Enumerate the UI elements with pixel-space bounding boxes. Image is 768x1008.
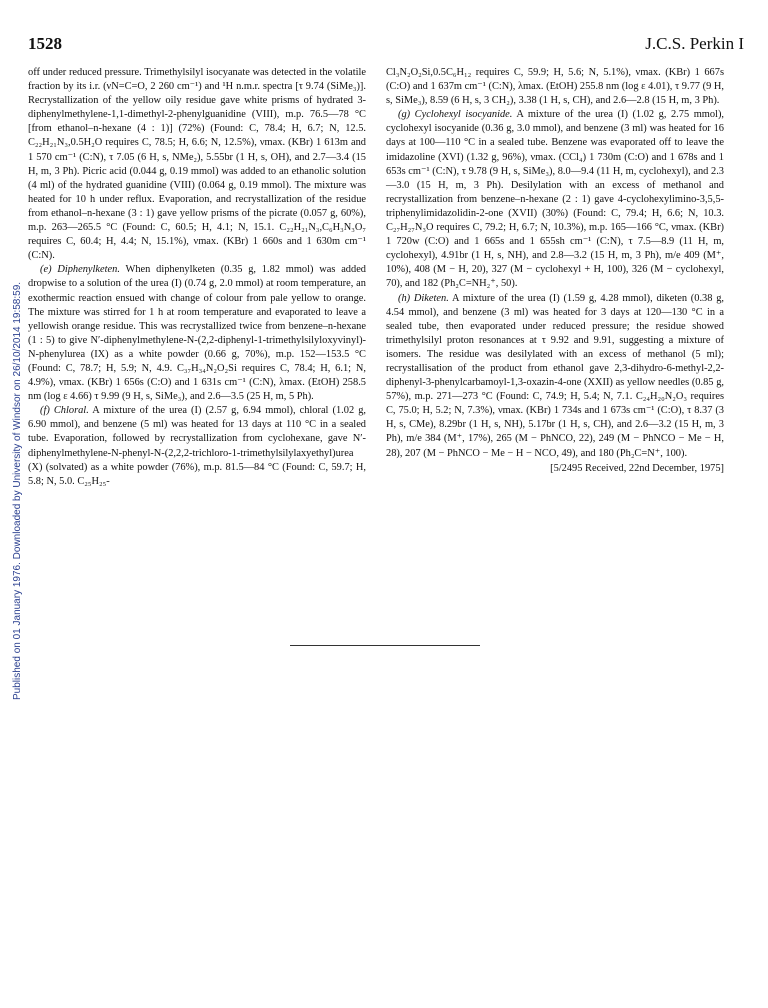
subheading-diketen: (h) Diketen.	[398, 292, 449, 304]
paragraph-chloral	[28, 404, 366, 489]
paragraph-cyclohexyl-isocyanide-body: A mixture of the urea (I) (1.02 g, 2.75 mmol), cyclohexyl isocyanide (0.36 g, 3.0 mmol), and benzene (3 ml) was heated for 16 days at 100—110 °C in a sealed tube. Benzene was evaporated off to leave the imidazoline (XVI) (1.32 g, 96%), νmax. (CCl₄) 1 730m (C:O) and 1 678s and 1 653s cm⁻¹ (C:N), τ 9.78 (9 H, s, SiMe₃), 8.0—9.4 (11 H, m, cyclohexyl), and 2.3—3.0 (15 H, m, 3 Ph). Desilylation with an excess of methanol and recrystallization from benzene–n-hexane (2 : 1) gave 4-cyclohexylimino-3,5,5-triphenylimidazolidin-2-one (XVII) (30%) (Found: C, 79.4; H, 6.6; N, 10.3. C₂₇H₂₇N₃O requires C, 79.2; H, 6.7; N, 10.3%), m.p. 165—166 °C, νmax. (KBr) 1 720w (C:O) and 1 665s and 1 655sh cm⁻¹ (C:N), τ 7.5—8.9 (11 H, m, cyclohexyl), 4.91br (1 H, s, NH), and 2.8—3.2 (15 H, m, 3 Ph), m/e 409 (M⁺, 10%), 408 (M − H, 20), 327 (M − cyclohexyl + H, 100), 326 (M − cyclohexyl, 70), and 182 (Ph₂C=NH₂⁺, 50).	[386, 109, 725, 290]
page-header	[28, 34, 744, 56]
page-number: 1528	[28, 34, 62, 53]
received-date: [5/2495 Received, 22nd December, 1975]	[550, 462, 724, 474]
paragraph-diketen-body: A mixture of the urea (I) (1.59 g, 4.28 mmol), diketen (0.38 g, 4.54 mmol), and benzene (3 ml) was heated for 3 days at 120—130 °C in a sealed tube, then evaporated under reduced pressure; the residue showed trimethylsilyl proton resonances at τ 9.92 and 9.91, suggesting a mixture of isomers. The residue was desilylated with an excess of methanol (5 ml); recrystallisation of the product from ethanol gave 2,3-dihydro-6-methyl-2,2-diphenyl-3-phenylcarbamoyl-1,3-oxazin-4-one (XXII) as yellow needles (0.85 g, 57%), m.p. 271—273 °C (Found: C, 74.9; H, 5.4; N, 7.1. C₂₄H₂₀N₂O₃ requires C, 75.0; H, 5.2; N, 7.3%), νmax. (KBr) 1 734s and 1 673s cm⁻¹ (C:O), τ 8.37 (3 H, s, CMe), 8.29br (1 H, s, NH), 5.17br (1 H, s, CH), and 2.6—3.2 (15 H, m, 3 Ph), m/e 384 (M⁺, 17%), 265 (M − PhNCO, 22), 249 (M − PhNCO − Me − H, 28), 207 (M − PhNCO − Me − H − NCO, 49), and 180 (Ph₂C=N⁺, 100).	[386, 292, 725, 459]
paragraph-chloral-continued: Cl₃N₂O₂Si,0.5C₆H₁₂ requires C, 59.9; H, 5.6; N, 5.1%), νmax. (KBr) 1 667s (C:O) and 1 637m cm⁻¹ (C:N), λmax. (EtOH) 255.8 nm (log ε 4.01), τ 9.77 (9 H, s, SiMe₃), 8.59 (6 H, s, 3 CH₂), 3.38 (1 H, s, CH), and 2.6—2.8 (15 H, m, 3 Ph).	[386, 67, 724, 107]
paragraph-chloral-body: A mixture of the urea (I) (2.57 g, 6.94 mmol), chloral (1.02 g, 6.90 mmol), and benzene (5 ml) was heated for 13 days at 110 °C in a sealed tube. Evaporation, followed by recrystallization from cyclohexane, gave N′-diphenylmethylene-N-phenyl-N-(2,2,2-trichloro-1-trimethylsilylaxyethyl)urea (X) (solvated) as a white powder (76%), m.p. 81.5—84 °C (Found: C, 59.7; H, 5.8; N, 5.0. C₂₅H₂₅-	[28, 405, 366, 487]
paragraph-cyclohexyl-isocyanide	[386, 108, 724, 291]
download-notice	[4, 40, 23, 740]
paragraph-diphenylketen	[28, 263, 366, 404]
download-notice-text: Published on 01 January 1976. Downloaded by University of Windsor on 26/10/2014 19:58:59.	[12, 281, 23, 700]
subheading-diphenylketen: (e) Diphenylketen.	[40, 264, 120, 276]
subheading-cyclohexyl-isocyanide: (g) Cyclohexyl isocyanide.	[398, 109, 513, 121]
paragraph-diketen	[386, 292, 724, 461]
right-column	[386, 66, 724, 476]
paragraph-guanidine: off under reduced pressure. Trimethylsilyl isocyanate was detected in the volatile fraction by its i.r. (νN=C=O, 2 260 cm⁻¹) and ¹H n.m.r. spectra [τ 9.74 (SiMe₃)]. Recrystallization of the yellow oily residue gave white prisms of hydrated 3-diphenylmethylene-1,1-dimethyl-2-phenylguanidine (VIII), m.p. 76.5—78 °C [from ethanol–n-hexane (4 : 1)] (72%) (Found: C, 78.4; H, 6.7; N, 12.5. C₂₂H₂₁N₃,0.5H₂O requires C, 78.5; H, 6.6; N, 12.5%), νmax. (KBr) 1 613m and 1 570 cm⁻¹ (C:N), τ 7.05 (6 H, s, NMe₂), 5.55br (1 H, s, OH), and 2.7—3.4 (15 H, m, 3 Ph). Picric acid (0.044 g, 0.19 mmol) was added to an ethanolic solution (4 ml) of the hydrated guanidine (VIII) (0.064 g, 0.19 mmol). The mixture was heated for 10 h under reflux. Evaporation, and recrystallization of the residue from ethanol–n-hexane (3 : 1) gave yellow prisms of the picrate (0.057 g, 60%), m.p. 263—265.5 °C (Found: C, 60.5; H, 4.1; N, 15.1. C₂₂H₂₁N₃,C₆H₃N₃O₇ requires C, 60.4; H, 4.4; N, 15.1%), νmax. (KBr) 1 660s and 1 630m cm⁻¹ (C:N).	[28, 67, 366, 262]
subheading-chloral: (f) Chloral.	[40, 405, 89, 417]
journal-title: J.C.S. Perkin I	[645, 34, 744, 53]
paragraph-diphenylketen-body: When diphenylketen (0.35 g, 1.82 mmol) was added dropwise to a solution of the urea (I) (0.74 g, 2.0 mmol) at room temperature, an exothermic reaction ensued with change of colour from pale yellow to orange. The mixture was stirred for 1 h at room temperature and evaporated to leave a yellowish orange residue. This was recrystallized twice from benzene–n-hexane (1 : 5) to give N′-diphenylmethylene-N-(2,2-diphenyl-1-trimethylsilyloxyvinyl)-N-phenylurea (IX) as a white powder (0.66 g, 70%), m.p. 152—153.5 °C (Found: C, 78.7; H, 5.9; N, 4.9. C₃₇H₃₄N₂O₂Si requires C, 78.4; H, 6.1; N, 4.9%), νmax. (KBr) 1 656s (C:O) and 1 631s cm⁻¹ (C:N), λmax. (EtOH) 258.5 nm (log ε 4.66) τ 9.99 (9 H, s, SiMe₃), and 2.6—3.5 (25 H, m, 5 Ph).	[28, 264, 366, 403]
end-rule	[290, 645, 480, 646]
left-column	[28, 66, 366, 489]
